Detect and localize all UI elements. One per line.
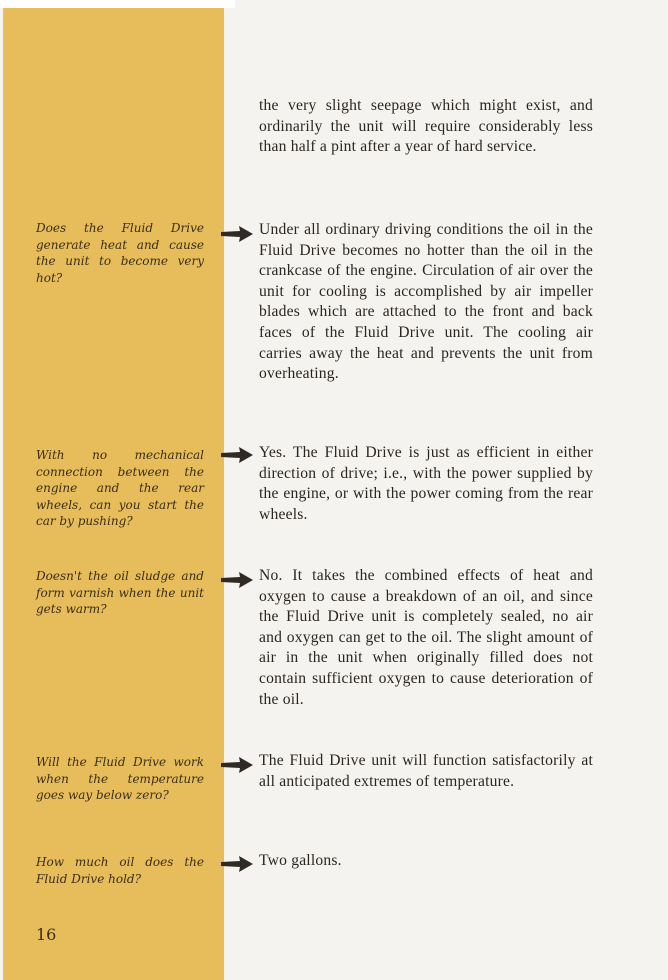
arrow-right-icon	[220, 225, 254, 243]
question-3: Doesn't the oil sludge and form varnish when the unit gets warm?	[36, 569, 204, 616]
question-5: How much oil does the Fluid Drive hold?	[36, 855, 204, 886]
arrow-right-icon	[220, 855, 254, 873]
arrow-right-icon	[220, 446, 254, 464]
answer-1: Under all ordinary driving conditions the oil in the Fluid Drive becomes no hotter than the oil in the crankcase of the engine. Circulation of air over the unit for cooling is accomplished by air impeller blades which are attached to the front and back faces of the Fluid Drive unit. The cooling air carries away the heat and prevents the unit from overheating.	[259, 221, 593, 383]
answer-2: Yes. The Fluid Drive is just as efficient in either direction of drive; i.e., with the power supplied by the engine, or with the power coming from the rear wheels.	[259, 444, 593, 523]
question-4: Will the Fluid Drive work when the temperature goes way below zero?	[36, 755, 204, 802]
answer-4: The Fluid Drive unit will function satisfactorily at all anticipated extremes of temperature.	[259, 752, 593, 790]
continuation-text: the very slight seepage which might exist, and ordinarily the unit will require considerably less than half a pint after a year of hard service.	[259, 97, 593, 156]
answer-5: Two gallons.	[259, 852, 342, 869]
question-2: With no mechanical connection between the engine and the rear wheels, can you start the car by pushing?	[36, 448, 204, 528]
page-number: 16	[36, 925, 57, 944]
answer-3: No. It takes the combined effects of heat and oxygen to cause a breakdown of an oil, and since the Fluid Drive unit is completely sealed, no air and oxygen can get to the oil. The slight amount of air in the unit when originally filled does not contain sufficient oxygen to cause deterioration of the oil.	[259, 567, 593, 708]
question-1: Does the Fluid Drive generate heat and cause the unit to become very hot?	[36, 221, 204, 285]
top-edge	[0, 0, 235, 8]
arrow-right-icon	[220, 756, 254, 774]
arrow-right-icon	[220, 571, 254, 589]
